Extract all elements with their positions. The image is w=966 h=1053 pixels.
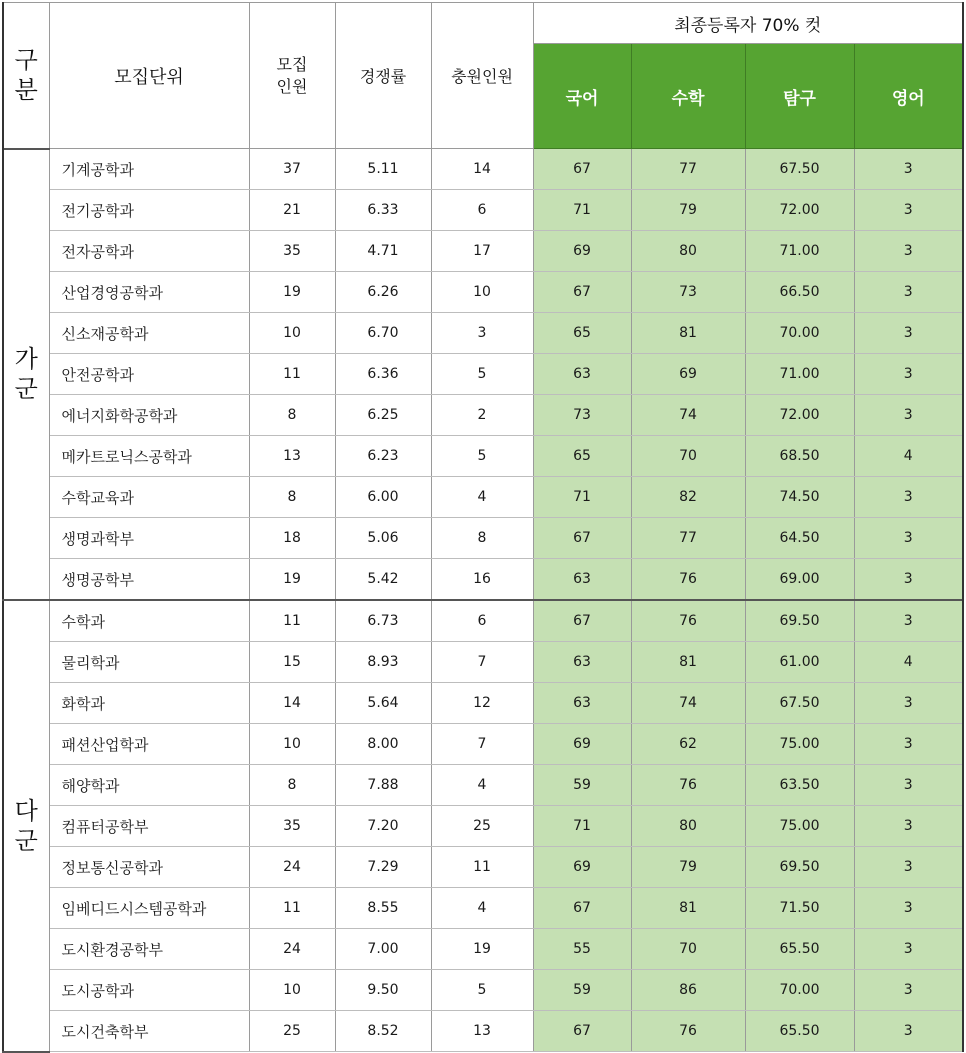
recruit-count-cell: 19 xyxy=(249,559,335,601)
table-row xyxy=(3,477,963,518)
unit-name-cell: 산업경영공학과 xyxy=(49,272,249,313)
korean-cut-cell: 59 xyxy=(533,970,631,1011)
math-cut-cell: 79 xyxy=(631,847,745,888)
korean-cut-cell: 59 xyxy=(533,765,631,806)
inquiry-cut-cell: 75.00 xyxy=(745,724,854,765)
table-row xyxy=(3,436,963,477)
table-row xyxy=(3,231,963,272)
group-name-char: 가 xyxy=(14,345,38,374)
group-name-cell xyxy=(3,149,49,601)
fill-column-header: 충원인원 xyxy=(431,3,533,149)
english-cut-cell: 3 xyxy=(854,477,963,518)
math-cut-cell: 82 xyxy=(631,477,745,518)
korean-cut-cell: 67 xyxy=(533,888,631,929)
table-row xyxy=(3,929,963,970)
fill-count-cell: 13 xyxy=(431,1011,533,1052)
inquiry-cut-cell: 75.00 xyxy=(745,806,854,847)
unit-name-cell: 도시건축학부 xyxy=(49,1011,249,1052)
recruit-count-cell: 8 xyxy=(249,765,335,806)
unit-name-cell: 메카트로닉스공학과 xyxy=(49,436,249,477)
unit-name-cell: 생명과학부 xyxy=(49,518,249,559)
table-row xyxy=(3,1011,963,1052)
inquiry-cut-cell: 69.50 xyxy=(745,600,854,642)
english-cut-cell: 3 xyxy=(854,1011,963,1052)
table-row xyxy=(3,683,963,724)
competition-rate-cell: 6.23 xyxy=(335,436,431,477)
korean-cut-cell: 63 xyxy=(533,642,631,683)
competition-rate-cell: 8.52 xyxy=(335,1011,431,1052)
recruit-count-cell: 10 xyxy=(249,313,335,354)
math-cut-cell: 76 xyxy=(631,1011,745,1052)
inquiry-cut-cell: 71.00 xyxy=(745,354,854,395)
inquiry-cut-cell: 74.50 xyxy=(745,477,854,518)
english-cut-cell: 3 xyxy=(854,272,963,313)
recruit-count-cell: 19 xyxy=(249,272,335,313)
math-cut-cell: 77 xyxy=(631,518,745,559)
competition-rate-cell: 5.42 xyxy=(335,559,431,601)
group-column-header xyxy=(3,3,49,149)
math-cut-cell: 81 xyxy=(631,642,745,683)
fill-count-cell: 2 xyxy=(431,395,533,436)
math-cut-cell: 80 xyxy=(631,806,745,847)
math-cut-cell: 76 xyxy=(631,765,745,806)
table-row xyxy=(3,806,963,847)
table-row xyxy=(3,600,963,642)
recruit-count-cell: 24 xyxy=(249,929,335,970)
recruit-count-cell: 13 xyxy=(249,436,335,477)
table-row xyxy=(3,518,963,559)
recruit-count-cell: 35 xyxy=(249,231,335,272)
english-cut-cell: 3 xyxy=(854,929,963,970)
fill-count-cell: 5 xyxy=(431,354,533,395)
recruit-count-cell: 10 xyxy=(249,970,335,1011)
competition-rate-cell: 7.20 xyxy=(335,806,431,847)
unit-name-cell: 기계공학과 xyxy=(49,149,249,190)
english-cut-cell: 3 xyxy=(854,683,963,724)
inquiry-cut-cell: 70.00 xyxy=(745,313,854,354)
table-row xyxy=(3,724,963,765)
competition-rate-cell: 6.33 xyxy=(335,190,431,231)
math-cut-cell: 76 xyxy=(631,559,745,601)
recruit-count-cell: 35 xyxy=(249,806,335,847)
competition-rate-cell: 6.00 xyxy=(335,477,431,518)
math-cut-cell: 79 xyxy=(631,190,745,231)
korean-cut-cell: 67 xyxy=(533,149,631,190)
english-cut-cell: 4 xyxy=(854,436,963,477)
korean-cut-cell: 67 xyxy=(533,272,631,313)
english-cut-cell: 3 xyxy=(854,600,963,642)
inquiry-cut-cell: 63.50 xyxy=(745,765,854,806)
recruit-count-cell: 11 xyxy=(249,888,335,929)
table-body xyxy=(3,149,963,1052)
korean-cut-cell: 71 xyxy=(533,806,631,847)
inquiry-column-header: 탐구 xyxy=(745,44,854,149)
recruit-header-line-1: 모집 xyxy=(276,54,308,74)
competition-rate-cell: 7.29 xyxy=(335,847,431,888)
korean-cut-cell: 65 xyxy=(533,436,631,477)
korean-cut-cell: 67 xyxy=(533,600,631,642)
unit-name-cell: 화학과 xyxy=(49,683,249,724)
fill-count-cell: 3 xyxy=(431,313,533,354)
inquiry-cut-cell: 64.50 xyxy=(745,518,854,559)
group-header-char-1: 구 xyxy=(14,46,38,75)
english-cut-cell: 3 xyxy=(854,231,963,272)
english-cut-cell: 3 xyxy=(854,724,963,765)
korean-column-header: 국어 xyxy=(533,44,631,149)
fill-count-cell: 14 xyxy=(431,149,533,190)
group-name-char: 다 xyxy=(14,796,38,825)
inquiry-cut-cell: 72.00 xyxy=(745,190,854,231)
group-header-char-2: 분 xyxy=(14,76,38,105)
unit-name-cell: 수학과 xyxy=(49,600,249,642)
recruit-count-cell: 11 xyxy=(249,354,335,395)
english-cut-cell: 3 xyxy=(854,765,963,806)
competition-rate-cell: 8.93 xyxy=(335,642,431,683)
fill-count-cell: 19 xyxy=(431,929,533,970)
math-cut-cell: 86 xyxy=(631,970,745,1011)
table-row xyxy=(3,313,963,354)
fill-count-cell: 4 xyxy=(431,888,533,929)
english-cut-cell: 3 xyxy=(854,149,963,190)
fill-count-cell: 5 xyxy=(431,436,533,477)
unit-name-cell: 에너지화학공학과 xyxy=(49,395,249,436)
fill-count-cell: 17 xyxy=(431,231,533,272)
inquiry-cut-cell: 71.00 xyxy=(745,231,854,272)
english-cut-cell: 3 xyxy=(854,395,963,436)
english-cut-cell: 3 xyxy=(854,970,963,1011)
cut-group-header: 최종등록자 70% 컷 xyxy=(533,3,963,44)
math-cut-cell: 73 xyxy=(631,272,745,313)
math-cut-cell: 81 xyxy=(631,313,745,354)
math-cut-cell: 69 xyxy=(631,354,745,395)
fill-count-cell: 6 xyxy=(431,190,533,231)
competition-rate-cell: 6.70 xyxy=(335,313,431,354)
unit-name-cell: 물리학과 xyxy=(49,642,249,683)
competition-rate-cell: 6.73 xyxy=(335,600,431,642)
fill-count-cell: 4 xyxy=(431,765,533,806)
table-row xyxy=(3,395,963,436)
korean-cut-cell: 73 xyxy=(533,395,631,436)
group-name-cell xyxy=(3,600,49,1052)
inquiry-cut-cell: 67.50 xyxy=(745,149,854,190)
english-cut-cell: 4 xyxy=(854,642,963,683)
recruit-header-line-2: 인원 xyxy=(276,76,308,96)
fill-count-cell: 5 xyxy=(431,970,533,1011)
english-cut-cell: 3 xyxy=(854,354,963,395)
inquiry-cut-cell: 66.50 xyxy=(745,272,854,313)
recruit-count-cell: 8 xyxy=(249,477,335,518)
english-cut-cell: 3 xyxy=(854,190,963,231)
recruit-count-cell: 25 xyxy=(249,1011,335,1052)
unit-name-cell: 컴퓨터공학부 xyxy=(49,806,249,847)
fill-count-cell: 10 xyxy=(431,272,533,313)
table-header xyxy=(3,3,963,149)
inquiry-cut-cell: 65.50 xyxy=(745,1011,854,1052)
korean-cut-cell: 63 xyxy=(533,559,631,601)
korean-cut-cell: 67 xyxy=(533,518,631,559)
math-cut-cell: 70 xyxy=(631,436,745,477)
table-row xyxy=(3,847,963,888)
fill-count-cell: 12 xyxy=(431,683,533,724)
table-row xyxy=(3,149,963,190)
math-cut-cell: 62 xyxy=(631,724,745,765)
unit-name-cell: 전기공학과 xyxy=(49,190,249,231)
competition-rate-cell: 5.11 xyxy=(335,149,431,190)
inquiry-cut-cell: 70.00 xyxy=(745,970,854,1011)
korean-cut-cell: 69 xyxy=(533,231,631,272)
korean-cut-cell: 55 xyxy=(533,929,631,970)
fill-count-cell: 16 xyxy=(431,559,533,601)
admission-results-table xyxy=(2,2,964,1053)
table-row xyxy=(3,272,963,313)
english-cut-cell: 3 xyxy=(854,806,963,847)
fill-count-cell: 11 xyxy=(431,847,533,888)
korean-cut-cell: 71 xyxy=(533,190,631,231)
fill-count-cell: 7 xyxy=(431,642,533,683)
math-cut-cell: 77 xyxy=(631,149,745,190)
recruit-count-cell: 10 xyxy=(249,724,335,765)
recruit-count-cell: 8 xyxy=(249,395,335,436)
group-name-char: 군 xyxy=(14,375,38,404)
unit-column-header: 모집단위 xyxy=(49,3,249,149)
math-cut-cell: 81 xyxy=(631,888,745,929)
unit-name-cell: 임베디드시스템공학과 xyxy=(49,888,249,929)
competition-rate-cell: 5.64 xyxy=(335,683,431,724)
competition-rate-cell: 8.00 xyxy=(335,724,431,765)
table-row xyxy=(3,970,963,1011)
recruit-count-cell: 24 xyxy=(249,847,335,888)
table-row xyxy=(3,765,963,806)
english-column-header: 영어 xyxy=(854,44,963,149)
fill-count-cell: 6 xyxy=(431,600,533,642)
inquiry-cut-cell: 68.50 xyxy=(745,436,854,477)
english-cut-cell: 3 xyxy=(854,847,963,888)
table-row xyxy=(3,888,963,929)
competition-rate-cell: 6.36 xyxy=(335,354,431,395)
english-cut-cell: 3 xyxy=(854,313,963,354)
korean-cut-cell: 69 xyxy=(533,724,631,765)
math-column-header: 수학 xyxy=(631,44,745,149)
table-row xyxy=(3,354,963,395)
inquiry-cut-cell: 69.50 xyxy=(745,847,854,888)
unit-name-cell: 전자공학과 xyxy=(49,231,249,272)
korean-cut-cell: 63 xyxy=(533,683,631,724)
unit-name-cell: 해양학과 xyxy=(49,765,249,806)
inquiry-cut-cell: 72.00 xyxy=(745,395,854,436)
recruit-count-cell: 21 xyxy=(249,190,335,231)
unit-name-cell: 안전공학과 xyxy=(49,354,249,395)
recruit-column-header xyxy=(249,3,335,149)
competition-rate-cell: 6.26 xyxy=(335,272,431,313)
recruit-count-cell: 37 xyxy=(249,149,335,190)
english-cut-cell: 3 xyxy=(854,888,963,929)
unit-name-cell: 정보통신공학과 xyxy=(49,847,249,888)
unit-name-cell: 생명공학부 xyxy=(49,559,249,601)
unit-name-cell: 패션산업학과 xyxy=(49,724,249,765)
competition-rate-cell: 7.88 xyxy=(335,765,431,806)
math-cut-cell: 76 xyxy=(631,600,745,642)
inquiry-cut-cell: 67.50 xyxy=(745,683,854,724)
recruit-count-cell: 18 xyxy=(249,518,335,559)
korean-cut-cell: 71 xyxy=(533,477,631,518)
math-cut-cell: 74 xyxy=(631,395,745,436)
unit-name-cell: 도시환경공학부 xyxy=(49,929,249,970)
inquiry-cut-cell: 71.50 xyxy=(745,888,854,929)
competition-rate-cell: 5.06 xyxy=(335,518,431,559)
math-cut-cell: 74 xyxy=(631,683,745,724)
recruit-count-cell: 15 xyxy=(249,642,335,683)
recruit-count-cell: 11 xyxy=(249,600,335,642)
unit-name-cell: 신소재공학과 xyxy=(49,313,249,354)
korean-cut-cell: 65 xyxy=(533,313,631,354)
english-cut-cell: 3 xyxy=(854,559,963,601)
unit-name-cell: 수학교육과 xyxy=(49,477,249,518)
table-row xyxy=(3,559,963,601)
math-cut-cell: 80 xyxy=(631,231,745,272)
competition-rate-cell: 9.50 xyxy=(335,970,431,1011)
english-cut-cell: 3 xyxy=(854,518,963,559)
fill-count-cell: 4 xyxy=(431,477,533,518)
fill-count-cell: 7 xyxy=(431,724,533,765)
recruit-count-cell: 14 xyxy=(249,683,335,724)
group-name-char: 군 xyxy=(14,826,38,855)
table-row xyxy=(3,190,963,231)
competition-rate-cell: 7.00 xyxy=(335,929,431,970)
inquiry-cut-cell: 69.00 xyxy=(745,559,854,601)
korean-cut-cell: 67 xyxy=(533,1011,631,1052)
fill-count-cell: 25 xyxy=(431,806,533,847)
korean-cut-cell: 63 xyxy=(533,354,631,395)
unit-name-cell: 도시공학과 xyxy=(49,970,249,1011)
competition-rate-cell: 6.25 xyxy=(335,395,431,436)
competition-rate-cell: 4.71 xyxy=(335,231,431,272)
korean-cut-cell: 69 xyxy=(533,847,631,888)
math-cut-cell: 70 xyxy=(631,929,745,970)
inquiry-cut-cell: 61.00 xyxy=(745,642,854,683)
inquiry-cut-cell: 65.50 xyxy=(745,929,854,970)
fill-count-cell: 8 xyxy=(431,518,533,559)
table-row xyxy=(3,642,963,683)
competition-rate-cell: 8.55 xyxy=(335,888,431,929)
rate-column-header: 경쟁률 xyxy=(335,3,431,149)
